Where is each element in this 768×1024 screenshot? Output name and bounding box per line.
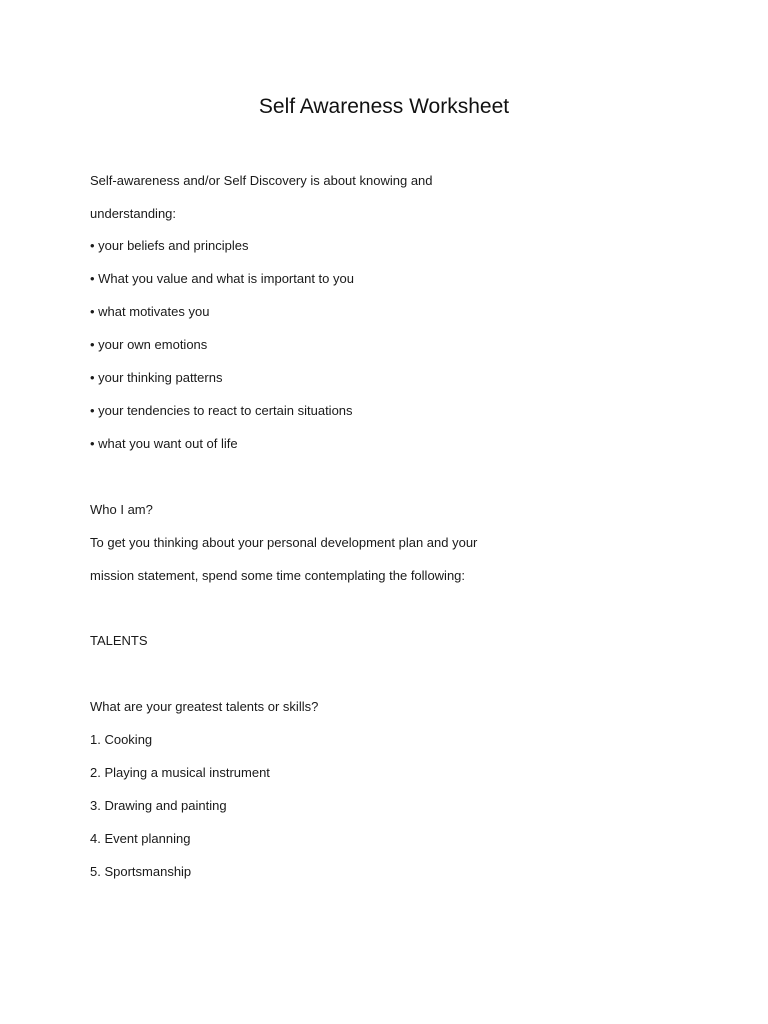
talents-heading: TALENTS [90,633,148,648]
talent-list-item: 4. Event planning [90,831,191,846]
who-text-line-2: mission statement, spend some time contemplating the following: [90,568,466,583]
talent-list-item: 5. Sportsmanship [90,864,192,879]
bullet-item: • what you want out of life [90,436,238,451]
who-text-line-1: To get you thinking about your personal development plan and your [90,535,478,550]
who-heading: Who I am? [90,502,153,517]
talents-question: What are your greatest talents or skills? [90,699,319,714]
bullet-item: • your tendencies to react to certain situations [90,403,353,418]
talent-list-item: 1. Cooking [90,732,153,747]
bullet-item: • What you value and what is important to you [90,271,354,286]
bullet-item: • what motivates you [90,304,210,319]
bullet-item: • your own emotions [90,337,208,352]
intro-line-1: Self-awareness and/or Self Discovery is about knowing and [90,173,433,188]
bullet-item: • your beliefs and principles [90,238,249,253]
bullet-item: • your thinking patterns [90,370,223,385]
intro-line-2: understanding: [90,206,177,221]
talent-list-item: 3. Drawing and painting [90,798,227,813]
document-title: Self Awareness Worksheet [258,95,510,118]
talent-list-item: 2. Playing a musical instrument [90,765,270,780]
